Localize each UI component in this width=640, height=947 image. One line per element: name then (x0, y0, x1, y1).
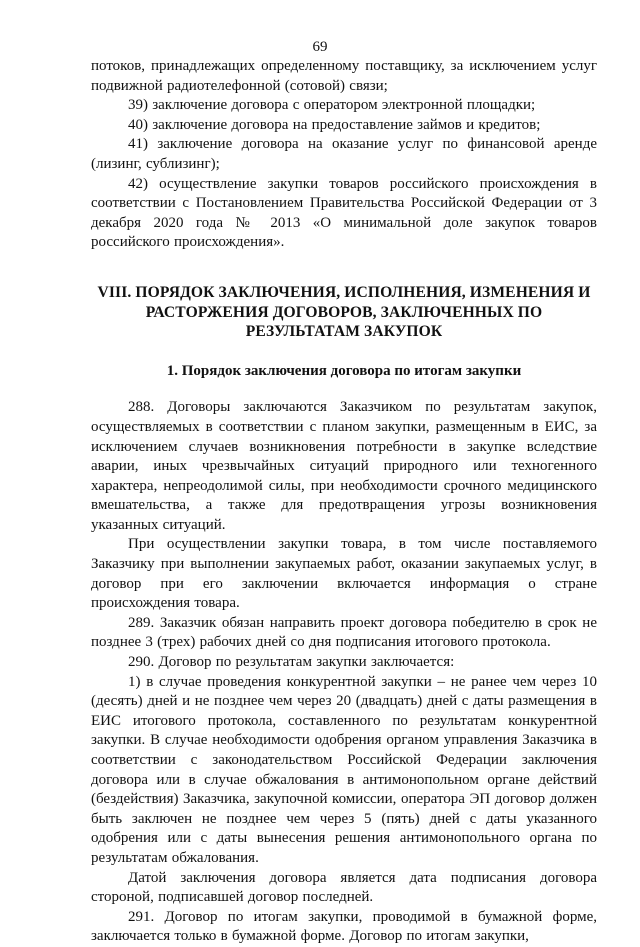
list-item-40: 40) заключение договора на предоставление займов и кредитов; (128, 116, 541, 133)
list-item-41: 41) заключение договора на оказание услуг по финансовой аренде (лизинг, сублизинг); (91, 136, 597, 172)
paragraph-continuation: потоков, принадлежащих определенному поставщику, за исключением услуг подвижной радиотелефонной (сотовой) связи; (91, 58, 597, 94)
subsection-title: 1. Порядок заключения договора по итогам закупки (166, 362, 522, 379)
list-item-39: 39) заключение договора с оператором электронной площадки; (128, 97, 536, 114)
paragraph-290-item-1: 1) в случае проведения конкурентной закупки – не ранее чем через 10 (десять) дней и не позднее чем через 20 (двадцать) дней с даты размещения в ЕИС итогового протокола, составленного по результатам конкурентной закупки. В случае необходимости одобрения органом управления Заказчика в соответствии с законодательством Российской Федерации заключения договора или в случае обжалования в антимонопольном органе действий (бездействия) Заказчика, закупочной комиссии, оператора ЭП договор должен быть заключен не позднее чем через 5 (пять) дней с даты указанного одобрения или с даты вынесения решения антимонопольного органа по результатам обжалования. (91, 673, 597, 866)
list-item-42: 42) осуществление закупки товаров российского происхождения в соответствии с Постановлением Правительства Российской Федерации от 3 декабря 2020 года № 2013 «О минимальной доле закупок товаров российского происхождения». (91, 175, 597, 251)
paragraph-290: 290. Договор по результатам закупки заключается: (128, 654, 455, 671)
paragraph-291: 291. Договор по итогам закупки, проводимой в бумажной форме, заключается только в бумажной форме. Договор по итогам закупки, (91, 908, 597, 945)
paragraph-contract-date: Датой заключения договора является дата подписания договора стороной, подписавшей договор последней. (91, 869, 597, 906)
paragraph-288-continued: При осуществлении закупки товара, в том числе поставляемого Заказчику при выполнении закупаемых работ, оказании закупаемых услуг, в договор при его заключении включается информация о стране происхождения товара. (91, 536, 597, 612)
section-title: VIII. ПОРЯДОК ЗАКЛЮЧЕНИЯ, ИСПОЛНЕНИЯ, ИЗМЕНЕНИЯ И РАСТОРЖЕНИЯ ДОГОВОРОВ, ЗАКЛЮЧЕННЫХ ПО РЕЗУЛЬТАТАМ ЗАКУПОК (97, 283, 591, 341)
document-body (91, 57, 597, 947)
paragraph-288: 288. Договоры заключаются Заказчиком по результатам закупок, осуществляемых в соответствии с планом закупки, размещенным в ЕИС, за исключением случаев возникновения потребности в закупке вследствие аварии, иных чрезвычайных ситуаций природного или техногенного характера, непреодолимой силы, при необходимости срочного медицинского вмешательства, а также для предотвращения угрозы возникновения указанных ситуаций. (91, 399, 597, 533)
paragraph-289: 289. Заказчик обязан направить проект договора победителю в срок не позднее 3 (трех) рабочих дней со дня подписания итогового протокола. (91, 614, 597, 651)
page-number: 69 (312, 39, 328, 55)
